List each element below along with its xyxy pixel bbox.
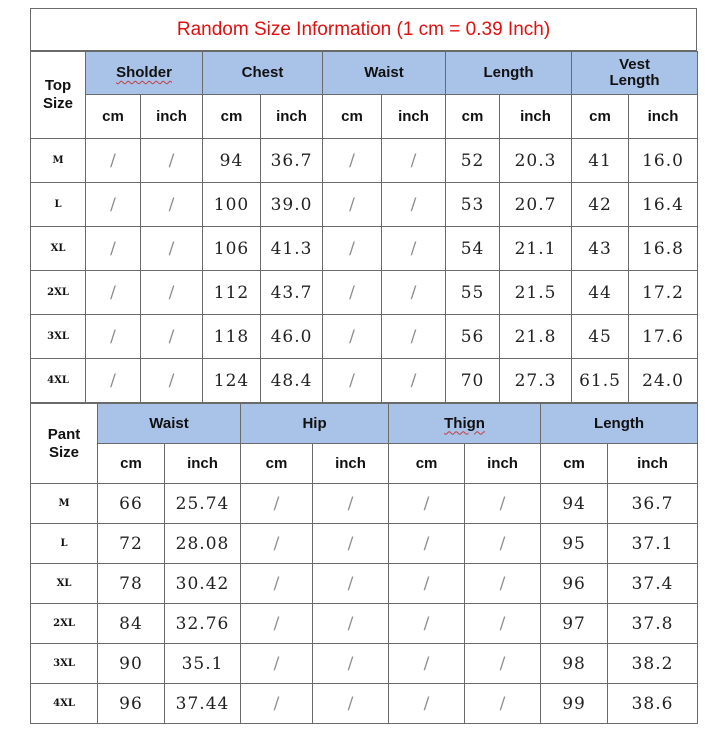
- empty-cell: /: [382, 227, 446, 271]
- size-chart: [30, 8, 698, 724]
- unit-header: cm: [541, 444, 608, 484]
- empty-cell: /: [382, 315, 446, 359]
- col-group-vest-length: Vest Length: [572, 52, 698, 95]
- empty-cell: /: [382, 183, 446, 227]
- table-row: [31, 484, 698, 524]
- unit-header: inch: [261, 95, 323, 139]
- length-inch-cell: 20.7: [500, 183, 572, 227]
- size-cell: M: [31, 484, 98, 524]
- empty-cell: /: [389, 644, 465, 684]
- waist-cm-cell: 96: [98, 684, 165, 724]
- chest-cm-cell: 112: [203, 271, 261, 315]
- unit-header: cm: [86, 95, 141, 139]
- empty-cell: /: [241, 604, 313, 644]
- length-inch-cell: 20.3: [500, 139, 572, 183]
- vest-inch-cell: 17.6: [629, 315, 698, 359]
- length-inch-cell: 38.6: [608, 684, 698, 724]
- chart-title: Random Size Information (1 cm = 0.39 Inch): [30, 8, 697, 51]
- col-group-waist: Waist: [98, 404, 241, 444]
- top-size-header: [31, 52, 86, 139]
- empty-cell: /: [313, 524, 389, 564]
- size-cell: 3XL: [31, 315, 86, 359]
- size-cell: 4XL: [31, 684, 98, 724]
- vest-cm-cell: 44: [572, 271, 629, 315]
- empty-cell: /: [382, 359, 446, 403]
- length-cm-cell: 99: [541, 684, 608, 724]
- unit-header: inch: [465, 444, 541, 484]
- top-size-label-2: Size: [42, 95, 73, 112]
- waist-inch-cell: 25.74: [165, 484, 241, 524]
- unit-header: inch: [500, 95, 572, 139]
- col-group-hip: Hip: [241, 404, 389, 444]
- table-row: [31, 359, 698, 403]
- length-cm-cell: 55: [446, 271, 500, 315]
- empty-cell: /: [389, 564, 465, 604]
- waist-inch-cell: 30.42: [165, 564, 241, 604]
- chest-cm-cell: 100: [203, 183, 261, 227]
- size-cell: XL: [31, 227, 86, 271]
- size-cell: 4XL: [31, 359, 86, 403]
- length-inch-cell: 21.8: [500, 315, 572, 359]
- unit-header: cm: [203, 95, 261, 139]
- chest-cm-cell: 124: [203, 359, 261, 403]
- waist-cm-cell: 90: [98, 644, 165, 684]
- col-group-length: Length: [446, 52, 572, 95]
- length-cm-cell: 56: [446, 315, 500, 359]
- table-row: [31, 564, 698, 604]
- unit-header: inch: [382, 95, 446, 139]
- empty-cell: /: [323, 183, 382, 227]
- empty-cell: /: [382, 139, 446, 183]
- empty-cell: /: [86, 227, 141, 271]
- col-group-sholder: Sholder: [86, 52, 203, 95]
- size-cell: M: [31, 139, 86, 183]
- empty-cell: /: [241, 684, 313, 724]
- table-row: [31, 139, 698, 183]
- unit-header: cm: [389, 444, 465, 484]
- empty-cell: /: [86, 359, 141, 403]
- empty-cell: /: [389, 604, 465, 644]
- length-cm-cell: 53: [446, 183, 500, 227]
- empty-cell: /: [323, 227, 382, 271]
- vest-cm-cell: 41: [572, 139, 629, 183]
- table-row: [31, 183, 698, 227]
- vest-inch-cell: 17.2: [629, 271, 698, 315]
- size-cell: 3XL: [31, 644, 98, 684]
- chest-inch-cell: 46.0: [261, 315, 323, 359]
- empty-cell: /: [241, 644, 313, 684]
- vest-cm-cell: 45: [572, 315, 629, 359]
- empty-cell: /: [313, 684, 389, 724]
- empty-cell: /: [465, 564, 541, 604]
- table-row: [31, 684, 698, 724]
- chest-inch-cell: 41.3: [261, 227, 323, 271]
- vest-cm-cell: 61.5: [572, 359, 629, 403]
- vest-inch-cell: 24.0: [629, 359, 698, 403]
- unit-header: cm: [241, 444, 313, 484]
- unit-header: inch: [141, 95, 203, 139]
- table-row: [31, 315, 698, 359]
- table-row: [31, 271, 698, 315]
- empty-cell: /: [465, 484, 541, 524]
- empty-cell: /: [313, 564, 389, 604]
- length-cm-cell: 52: [446, 139, 500, 183]
- empty-cell: /: [465, 644, 541, 684]
- table-row: [31, 227, 698, 271]
- empty-cell: /: [313, 644, 389, 684]
- length-inch-cell: 21.1: [500, 227, 572, 271]
- chest-inch-cell: 36.7: [261, 139, 323, 183]
- empty-cell: /: [465, 684, 541, 724]
- chest-cm-cell: 118: [203, 315, 261, 359]
- unit-header: inch: [165, 444, 241, 484]
- pant-size-table: [30, 403, 698, 724]
- unit-header: cm: [323, 95, 382, 139]
- length-cm-cell: 70: [446, 359, 500, 403]
- empty-cell: /: [323, 271, 382, 315]
- waist-inch-cell: 28.08: [165, 524, 241, 564]
- unit-header: cm: [446, 95, 500, 139]
- length-cm-cell: 96: [541, 564, 608, 604]
- empty-cell: /: [141, 359, 203, 403]
- empty-cell: /: [141, 139, 203, 183]
- length-inch-cell: 27.3: [500, 359, 572, 403]
- empty-cell: /: [86, 139, 141, 183]
- unit-header: inch: [608, 444, 698, 484]
- waist-cm-cell: 72: [98, 524, 165, 564]
- top-size-table: [30, 51, 698, 403]
- length-inch-cell: 38.2: [608, 644, 698, 684]
- empty-cell: /: [86, 315, 141, 359]
- empty-cell: /: [86, 271, 141, 315]
- empty-cell: /: [389, 524, 465, 564]
- empty-cell: /: [465, 524, 541, 564]
- col-group-chest: Chest: [203, 52, 323, 95]
- empty-cell: /: [389, 684, 465, 724]
- vest-cm-cell: 42: [572, 183, 629, 227]
- length-inch-cell: 21.5: [500, 271, 572, 315]
- waist-cm-cell: 66: [98, 484, 165, 524]
- vest-cm-cell: 43: [572, 227, 629, 271]
- empty-cell: /: [241, 564, 313, 604]
- length-cm-cell: 97: [541, 604, 608, 644]
- empty-cell: /: [86, 183, 141, 227]
- unit-header: cm: [98, 444, 165, 484]
- length-cm-cell: 98: [541, 644, 608, 684]
- empty-cell: /: [323, 139, 382, 183]
- top-size-label: Top: [44, 77, 72, 94]
- unit-header: cm: [572, 95, 629, 139]
- length-inch-cell: 37.1: [608, 524, 698, 564]
- chest-inch-cell: 43.7: [261, 271, 323, 315]
- empty-cell: /: [141, 227, 203, 271]
- size-cell: L: [31, 524, 98, 564]
- length-inch-cell: 36.7: [608, 484, 698, 524]
- empty-cell: /: [141, 271, 203, 315]
- size-cell: 2XL: [31, 604, 98, 644]
- waist-cm-cell: 84: [98, 604, 165, 644]
- col-group-waist: Waist: [323, 52, 446, 95]
- unit-header: inch: [629, 95, 698, 139]
- length-cm-cell: 54: [446, 227, 500, 271]
- table-row: [31, 524, 698, 564]
- chest-inch-cell: 39.0: [261, 183, 323, 227]
- unit-header: inch: [313, 444, 389, 484]
- empty-cell: /: [241, 484, 313, 524]
- chest-cm-cell: 94: [203, 139, 261, 183]
- empty-cell: /: [241, 524, 313, 564]
- empty-cell: /: [323, 359, 382, 403]
- empty-cell: /: [141, 315, 203, 359]
- waist-inch-cell: 32.76: [165, 604, 241, 644]
- empty-cell: /: [323, 315, 382, 359]
- size-cell: L: [31, 183, 86, 227]
- vest-inch-cell: 16.8: [629, 227, 698, 271]
- empty-cell: /: [465, 604, 541, 644]
- empty-cell: /: [389, 484, 465, 524]
- length-inch-cell: 37.4: [608, 564, 698, 604]
- vest-inch-cell: 16.0: [629, 139, 698, 183]
- length-cm-cell: 94: [541, 484, 608, 524]
- size-cell: XL: [31, 564, 98, 604]
- col-group-length: Length: [541, 404, 698, 444]
- empty-cell: /: [382, 271, 446, 315]
- size-cell: 2XL: [31, 271, 86, 315]
- empty-cell: /: [313, 484, 389, 524]
- pant-size-header: [31, 404, 98, 484]
- pant-size-label: Pant: [47, 425, 81, 443]
- waist-inch-cell: 37.44: [165, 684, 241, 724]
- chest-inch-cell: 48.4: [261, 359, 323, 403]
- vest-inch-cell: 16.4: [629, 183, 698, 227]
- table-row: [31, 644, 698, 684]
- col-group-thigh: Thign: [389, 404, 541, 444]
- table-row: [31, 604, 698, 644]
- waist-cm-cell: 78: [98, 564, 165, 604]
- pant-size-label-2: Size: [48, 443, 79, 461]
- waist-inch-cell: 35.1: [165, 644, 241, 684]
- empty-cell: /: [141, 183, 203, 227]
- length-cm-cell: 95: [541, 524, 608, 564]
- chest-cm-cell: 106: [203, 227, 261, 271]
- length-inch-cell: 37.8: [608, 604, 698, 644]
- empty-cell: /: [313, 604, 389, 644]
